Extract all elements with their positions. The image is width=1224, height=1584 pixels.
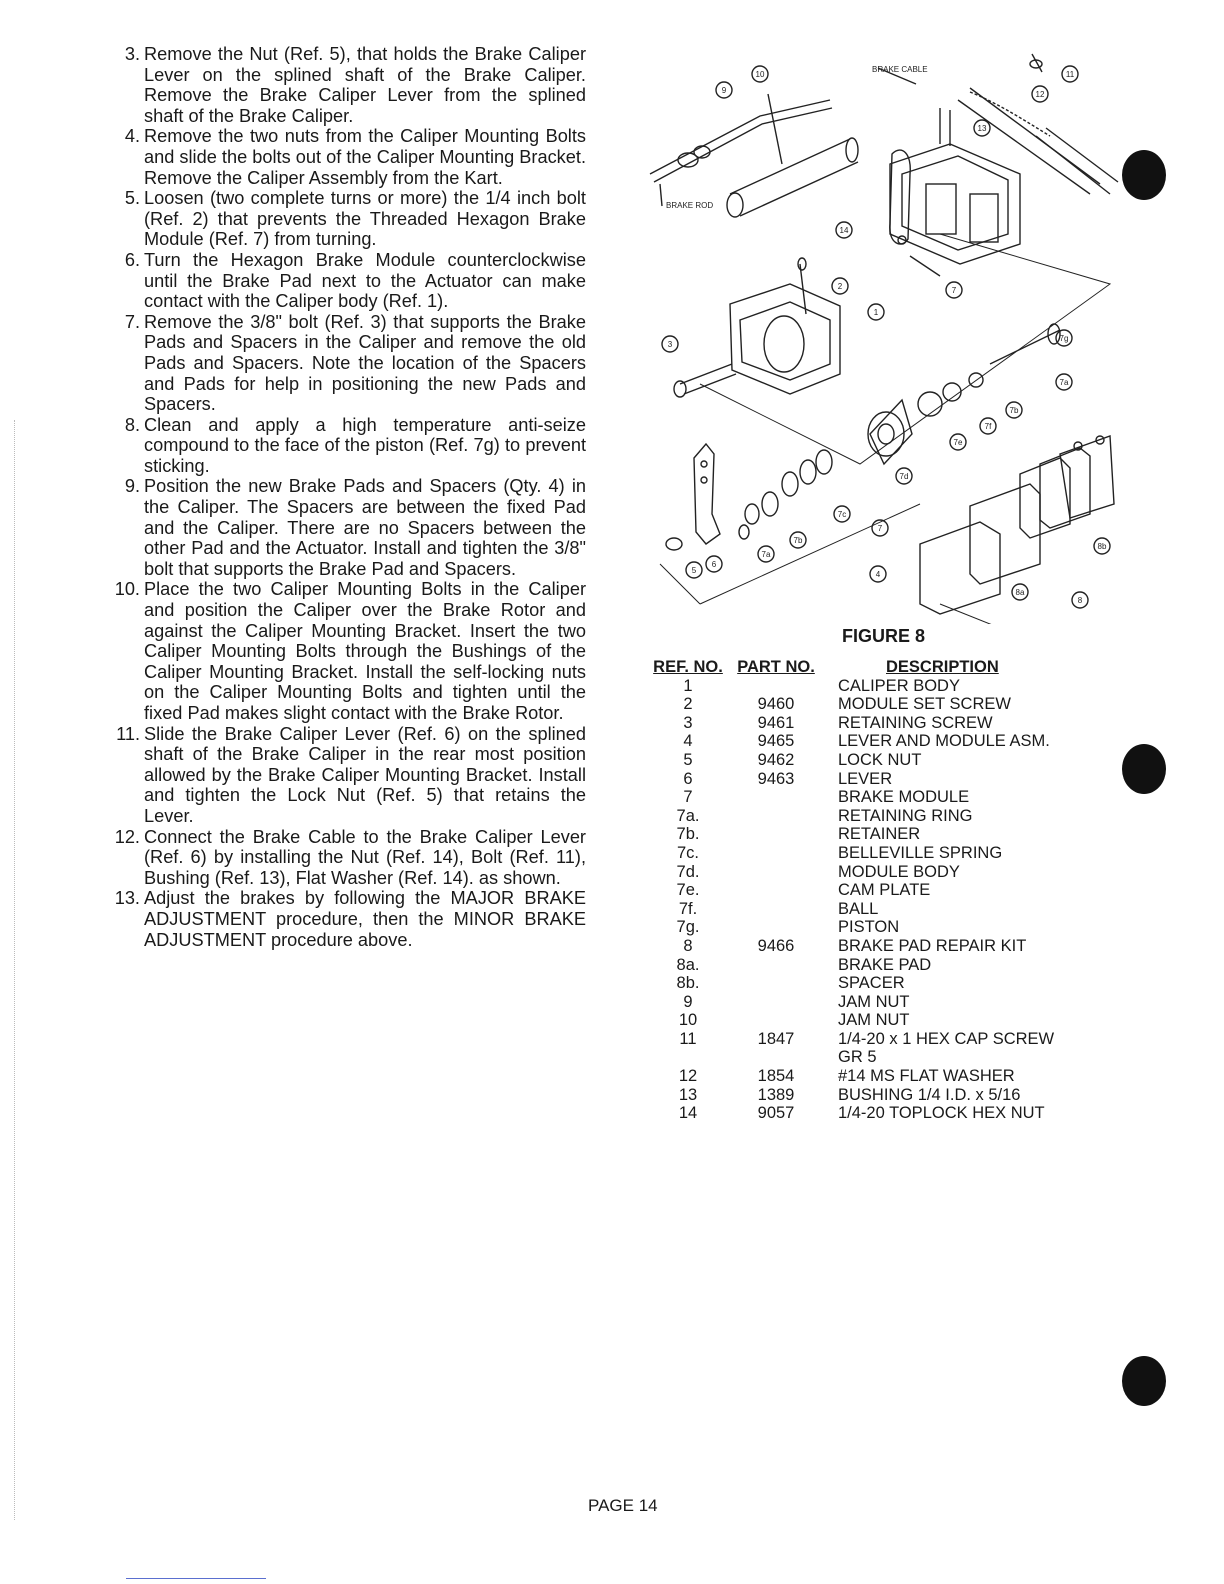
- part-cell: 9057: [757, 1104, 795, 1123]
- caliper-assembly-top: [890, 108, 1020, 276]
- callout-label: 8: [1077, 596, 1083, 605]
- table-row: [652, 788, 1082, 807]
- callout-label: 7: [877, 524, 883, 533]
- callout-label: 7: [951, 286, 957, 295]
- part-cell: [724, 844, 828, 863]
- ref-cell: 7: [683, 788, 693, 807]
- step-number: 12.: [114, 826, 140, 847]
- table-row: [652, 807, 1082, 826]
- parts-table-header: [652, 658, 1082, 677]
- table-row: [652, 751, 1082, 770]
- callout-label: 7c: [837, 510, 847, 519]
- table-row: [652, 900, 1082, 919]
- callout-label: 7a: [761, 550, 771, 559]
- table-row: [652, 825, 1082, 844]
- part-cell: [724, 788, 828, 807]
- desc-cell: JAM NUT: [838, 1011, 910, 1030]
- brake-exploded-diagram: [640, 44, 1120, 624]
- instruction-step: [108, 888, 586, 950]
- step-text: Connect the Brake Cable to the Brake Caliper Lever (Ref. 6) by installing the Nut (Ref. 14), Bolt (Ref. 11), Bushing (Ref. 13), Flat Washer (Ref. 14). as shown.: [144, 826, 586, 888]
- callout-label: 14: [839, 226, 849, 235]
- ref-cell: [652, 1048, 724, 1067]
- step-text: Slide the Brake Caliper Lever (Ref. 6) on the splined shaft of the Brake Caliper in the rear most position allowed by the Brake Caliper Mounting Bracket. Install and tighten the Lock Nut (Ref. 5) that retains the Lever.: [144, 723, 586, 826]
- ref-cell: 14: [678, 1104, 698, 1123]
- desc-cell: MODULE BODY: [838, 862, 960, 881]
- instruction-step: [108, 724, 586, 827]
- callout-label: 7f: [984, 422, 992, 431]
- ref-cell: 8a.: [676, 955, 700, 974]
- header-part-no: PART NO.: [737, 658, 815, 676]
- brake-rod-label: BRAKE ROD: [666, 201, 714, 210]
- desc-cell: CALIPER BODY: [838, 676, 960, 695]
- step-number: 4.: [124, 126, 140, 147]
- part-cell: 9466: [757, 936, 795, 955]
- instruction-step: [108, 250, 586, 312]
- desc-cell: RETAINER: [838, 825, 921, 844]
- step-text: Position the new Brake Pads and Spacers (Qty. 4) in the Caliper. The Spacers are between the fixed Pad and the Caliper. There are no Spacers between the other Pad and the Actuator. Install and tighten the 3/8" bolt that supports the Brake Pad and Spacers.: [144, 476, 586, 579]
- part-cell: 1389: [757, 1085, 795, 1104]
- part-cell: [724, 825, 828, 844]
- desc-cell: JAM NUT: [838, 992, 910, 1011]
- callout-label: 7e: [953, 438, 963, 447]
- desc-cell: 1/4-20 TOPLOCK HEX NUT: [838, 1104, 1045, 1123]
- instruction-step: [108, 312, 586, 415]
- callout-label: 11: [1065, 70, 1075, 79]
- table-row: [652, 844, 1082, 863]
- step-text: Remove the 3/8" bolt (Ref. 3) that supports the Brake Pads and Spacers in the Caliper and remove the old Pads and Spacers. Note the location of the Spacers and Pads for help in positioning the new Pads and Spacers.: [144, 311, 586, 415]
- instruction-list: [108, 44, 586, 950]
- ref-cell: 7c.: [676, 843, 699, 862]
- step-number: 8.: [124, 414, 140, 435]
- callout-label: 9: [721, 86, 727, 95]
- part-cell: 1854: [757, 1067, 795, 1086]
- instruction-step: [108, 827, 586, 889]
- callout-label: 7b: [793, 536, 803, 545]
- desc-cell: GR 5: [838, 1048, 877, 1067]
- desc-cell: 1/4-20 x 1 HEX CAP SCREW: [838, 1029, 1055, 1048]
- instruction-step: [108, 579, 586, 723]
- callout-label: 4: [875, 570, 881, 579]
- ref-cell: 7d.: [676, 862, 700, 881]
- ref-cell: 2: [683, 695, 693, 714]
- ref-cell: 12: [678, 1067, 698, 1086]
- callout-label: 7a: [1059, 378, 1069, 387]
- step-number: 5.: [124, 188, 140, 209]
- ref-cell: 10: [678, 1011, 698, 1030]
- ref-cell: 1: [683, 676, 693, 695]
- ref-cell: 9: [683, 992, 693, 1011]
- table-row: [652, 770, 1082, 789]
- callout-label: 7b: [1009, 406, 1019, 415]
- callout-label: 10: [755, 70, 765, 79]
- desc-cell: BRAKE PAD: [838, 955, 932, 974]
- step-text: Clean and apply a high temperature anti-seize compound to the face of the piston (Ref. 7g) to prevent sticking.: [144, 414, 586, 476]
- brake-rod-assembly: [650, 94, 858, 217]
- ref-cell: 7f.: [678, 899, 698, 918]
- part-cell: [724, 918, 828, 937]
- punch-hole-icon: [1122, 150, 1166, 200]
- desc-cell: BELLEVILLE SPRING: [838, 843, 1003, 862]
- table-row: [652, 1048, 1082, 1067]
- callout-label: 7g: [1059, 334, 1069, 343]
- instruction-step: [108, 415, 586, 477]
- table-row: [652, 974, 1082, 993]
- desc-cell: MODULE SET SCREW: [838, 695, 1011, 714]
- callout-label: 12: [1035, 90, 1045, 99]
- part-cell: [724, 993, 828, 1012]
- page-number: PAGE 14: [588, 1496, 658, 1515]
- callout-label: 7d: [899, 472, 909, 481]
- desc-cell: SPACER: [838, 974, 905, 993]
- step-number: 7.: [124, 311, 140, 332]
- ref-cell: 7a.: [676, 806, 700, 825]
- table-row: [652, 863, 1082, 882]
- step-number: 3.: [124, 44, 140, 64]
- desc-cell: LOCK NUT: [838, 750, 922, 769]
- table-row: [652, 1104, 1082, 1123]
- part-cell: [724, 881, 828, 900]
- ref-cell: 7b.: [676, 825, 700, 844]
- callouts: [662, 66, 1110, 608]
- ref-cell: 8: [683, 936, 693, 955]
- desc-cell: PISTON: [838, 918, 900, 937]
- part-cell: 1847: [757, 1029, 795, 1048]
- ref-cell: 11: [679, 1029, 697, 1048]
- part-cell: [724, 1011, 828, 1030]
- callout-label: 13: [977, 124, 987, 133]
- step-text: Remove the Nut (Ref. 5), that holds the Brake Caliper Lever on the splined shaft of the Brake Caliper. Remove the Brake Caliper Lever from the splined shaft of the Brake Caliper.: [144, 44, 586, 126]
- step-number: 6.: [124, 249, 140, 270]
- part-cell: 9462: [757, 750, 795, 769]
- ref-cell: 4: [683, 732, 693, 751]
- brake-module-stack: [739, 324, 1060, 539]
- ref-cell: 3: [683, 713, 693, 732]
- desc-cell: BRAKE PAD REPAIR KIT: [838, 936, 1027, 955]
- header-description: DESCRIPTION: [886, 658, 999, 676]
- step-number: 11.: [116, 723, 140, 744]
- table-row: [652, 956, 1082, 975]
- part-cell: [724, 677, 828, 696]
- step-text: Loosen (two complete turns or more) the 1/4 inch bolt (Ref. 2) that prevents the Threaded Hexagon Brake Module (Ref. 7) from turning.: [144, 188, 586, 250]
- part-cell: [724, 900, 828, 919]
- table-row: [652, 732, 1082, 751]
- ref-cell: 7e.: [676, 881, 700, 900]
- table-row: [652, 714, 1082, 733]
- instruction-step: [108, 188, 586, 250]
- table-row: [652, 695, 1082, 714]
- desc-cell: #14 MS FLAT WASHER: [838, 1067, 1015, 1086]
- table-row: [652, 993, 1082, 1012]
- desc-cell: BUSHING 1/4 I.D. x 5/16: [838, 1085, 1021, 1104]
- parts-table: [652, 658, 1082, 1123]
- callout-label: 8b: [1097, 542, 1107, 551]
- desc-cell: LEVER AND MODULE ASM.: [838, 732, 1050, 751]
- part-cell: [724, 1048, 828, 1067]
- instruction-step: [108, 44, 586, 126]
- figure-title: FIGURE 8: [842, 626, 926, 646]
- desc-cell: BRAKE MODULE: [838, 788, 970, 807]
- ref-cell: 6: [683, 769, 693, 788]
- table-row: [652, 918, 1082, 937]
- desc-cell: RETAINING RING: [838, 806, 973, 825]
- step-number: 9.: [124, 476, 140, 497]
- header-ref-no: REF. NO.: [653, 658, 723, 676]
- part-cell: [724, 956, 828, 975]
- caliper-body: [674, 234, 1110, 464]
- callout-label: 5: [691, 566, 697, 575]
- scan-edge-line: [126, 1578, 266, 1579]
- punch-hole-icon: [1122, 744, 1166, 794]
- table-row: [652, 937, 1082, 956]
- step-text: Adjust the brakes by following the MAJOR BRAKE ADJUSTMENT procedure, then the MINOR BRAKE ADJUSTMENT procedure above.: [144, 888, 586, 950]
- desc-cell: RETAINING SCREW: [838, 713, 993, 732]
- desc-cell: CAM PLATE: [838, 881, 931, 900]
- desc-cell: BALL: [838, 899, 879, 918]
- callout-label: 1: [873, 308, 879, 317]
- scan-margin-mark: [14, 420, 21, 1520]
- part-cell: [724, 974, 828, 993]
- part-cell: 9461: [757, 713, 795, 732]
- table-row: [652, 1086, 1082, 1105]
- ref-cell: 7g.: [676, 918, 700, 937]
- table-row: [652, 1030, 1082, 1049]
- step-text: Place the two Caliper Mounting Bolts in the Caliper and position the Caliper over the Brake Rotor and against the Caliper Mounting Bracket. Insert the two Caliper Mounting Bolts through the Bushings of the Caliper Mounting Bracket. Install the self-locking nuts on the Caliper Mounting Bolts and tighten until the fixed Pad makes slight contact with the Brake Rotor.: [144, 579, 586, 723]
- callout-label: 8a: [1015, 588, 1025, 597]
- table-row: [652, 1011, 1082, 1030]
- ref-cell: 5: [683, 750, 693, 769]
- desc-cell: LEVER: [838, 769, 893, 788]
- step-text: Turn the Hexagon Brake Module counterclockwise until the Brake Pad next to the Actuator can make contact with the Caliper body (Ref. 1).: [144, 249, 586, 312]
- table-row: [652, 881, 1082, 900]
- ref-cell: 13: [678, 1085, 698, 1104]
- part-cell: [724, 807, 828, 826]
- step-text: Remove the two nuts from the Caliper Mounting Bolts and slide the bolts out of the Caliper Mounting Bracket. Remove the Caliper Assembly from the Kart.: [144, 126, 586, 188]
- part-cell: [724, 863, 828, 882]
- callout-label: 2: [837, 282, 843, 291]
- table-row: [652, 677, 1082, 696]
- instruction-step: [108, 126, 586, 188]
- instruction-step: [108, 476, 586, 579]
- part-cell: 9463: [757, 769, 795, 788]
- table-row: [652, 1067, 1082, 1086]
- step-number: 13.: [114, 888, 140, 909]
- part-cell: 9460: [757, 695, 795, 714]
- step-number: 10.: [114, 579, 140, 600]
- callout-label: 3: [667, 340, 673, 349]
- callout-label: 6: [711, 560, 717, 569]
- part-cell: 9465: [757, 732, 795, 751]
- ref-cell: 8b.: [676, 974, 700, 993]
- punch-hole-icon: [1122, 1356, 1166, 1406]
- brake-cable-label: BRAKE CABLE: [872, 65, 928, 74]
